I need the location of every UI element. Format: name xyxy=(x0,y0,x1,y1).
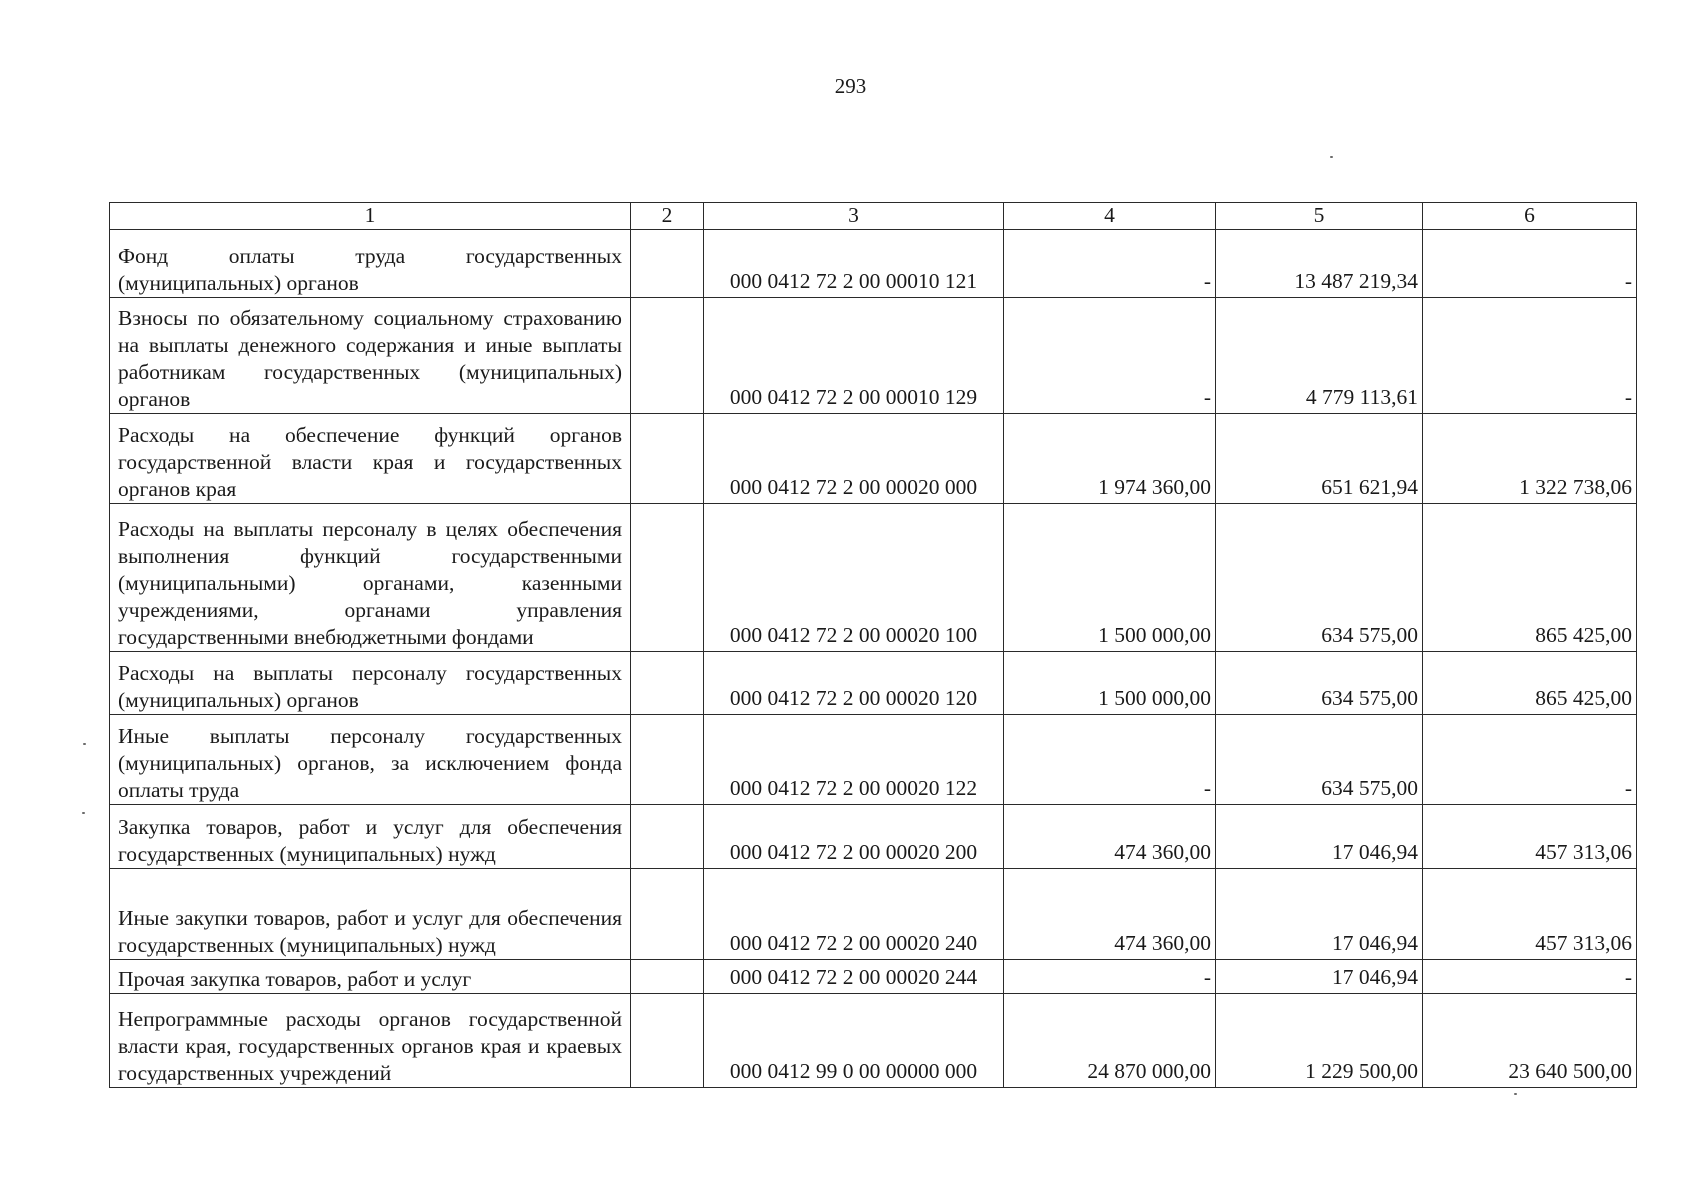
amount-col5: 4 779 113,61 xyxy=(1216,298,1423,414)
amount-col6: 865 425,00 xyxy=(1423,652,1637,715)
empty-cell xyxy=(631,414,704,504)
amount-col5: 17 046,94 xyxy=(1216,960,1423,994)
amount-col6: 457 313,06 xyxy=(1423,869,1637,960)
empty-cell xyxy=(631,960,704,994)
amount-col4: - xyxy=(1004,960,1216,994)
scan-speck xyxy=(82,812,85,814)
amount-col6: - xyxy=(1423,230,1637,298)
amount-col5: 17 046,94 xyxy=(1216,869,1423,960)
amount-col4: 474 360,00 xyxy=(1004,805,1216,869)
amount-col5: 1 229 500,00 xyxy=(1216,994,1423,1088)
budget-code: 000 0412 72 2 00 00020 120 xyxy=(704,652,1004,715)
table-row xyxy=(110,298,1637,414)
amount-col6: 865 425,00 xyxy=(1423,504,1637,652)
table-row xyxy=(110,414,1637,504)
amount-col4: 24 870 000,00 xyxy=(1004,994,1216,1088)
table-header-row xyxy=(110,203,1637,230)
amount-col6: - xyxy=(1423,715,1637,805)
column-header: 3 xyxy=(704,203,1004,230)
row-description: Закупка товаров, работ и услуг для обеспечения государственных (муниципальных) нужд xyxy=(110,805,631,869)
amount-col4: - xyxy=(1004,298,1216,414)
budget-code: 000 0412 72 2 00 00020 244 xyxy=(704,960,1004,994)
row-description: Прочая закупка товаров, работ и услуг xyxy=(110,960,631,994)
empty-cell xyxy=(631,298,704,414)
row-description: Расходы на обеспечение функций органов государственной власти края и государственных органов края xyxy=(110,414,631,504)
empty-cell xyxy=(631,652,704,715)
amount-col5: 634 575,00 xyxy=(1216,715,1423,805)
budget-code: 000 0412 72 2 00 00020 200 xyxy=(704,805,1004,869)
empty-cell xyxy=(631,230,704,298)
amount-col5: 634 575,00 xyxy=(1216,652,1423,715)
table-row xyxy=(110,805,1637,869)
scan-speck xyxy=(83,743,86,745)
budget-code: 000 0412 72 2 00 00010 121 xyxy=(704,230,1004,298)
row-description: Расходы на выплаты персоналу государственных (муниципальных) органов xyxy=(110,652,631,715)
amount-col5: 634 575,00 xyxy=(1216,504,1423,652)
amount-col4: 1 974 360,00 xyxy=(1004,414,1216,504)
budget-code: 000 0412 72 2 00 00010 129 xyxy=(704,298,1004,414)
table-row xyxy=(110,715,1637,805)
row-description: Расходы на выплаты персоналу в целях обеспечения выполнения функций государственными (муниципальными) органами, казенными учреждениями, органами управления государственными внебюджетными фондами xyxy=(110,504,631,652)
row-description: Непрограммные расходы органов государственной власти края, государственных органов края и краевых государственных учреждений xyxy=(110,994,631,1088)
budget-code: 000 0412 72 2 00 00020 122 xyxy=(704,715,1004,805)
amount-col6: 23 640 500,00 xyxy=(1423,994,1637,1088)
row-description: Фонд оплаты труда государственных (муниципальных) органов xyxy=(110,230,631,298)
amount-col5: 651 621,94 xyxy=(1216,414,1423,504)
amount-col4: 1 500 000,00 xyxy=(1004,504,1216,652)
table-row xyxy=(110,504,1637,652)
amount-col4: - xyxy=(1004,230,1216,298)
table-row xyxy=(110,230,1637,298)
amount-col5: 17 046,94 xyxy=(1216,805,1423,869)
budget-code: 000 0412 72 2 00 00020 100 xyxy=(704,504,1004,652)
amount-col6: 457 313,06 xyxy=(1423,805,1637,869)
empty-cell xyxy=(631,504,704,652)
empty-cell xyxy=(631,869,704,960)
column-header: 6 xyxy=(1423,203,1637,230)
column-header: 4 xyxy=(1004,203,1216,230)
amount-col6: - xyxy=(1423,298,1637,414)
row-description: Иные выплаты персоналу государственных (муниципальных) органов, за исключением фонда оплаты труда xyxy=(110,715,631,805)
empty-cell xyxy=(631,994,704,1088)
amount-col4: 474 360,00 xyxy=(1004,869,1216,960)
amount-col6: 1 322 738,06 xyxy=(1423,414,1637,504)
scan-speck xyxy=(1514,1093,1517,1095)
scan-speck xyxy=(1330,156,1333,158)
budget-code: 000 0412 72 2 00 00020 000 xyxy=(704,414,1004,504)
row-description: Иные закупки товаров, работ и услуг для обеспечения государственных (муниципальных) нужд xyxy=(110,869,631,960)
column-header: 2 xyxy=(631,203,704,230)
empty-cell xyxy=(631,805,704,869)
table-row xyxy=(110,994,1637,1088)
amount-col5: 13 487 219,34 xyxy=(1216,230,1423,298)
table-row xyxy=(110,652,1637,715)
column-header: 1 xyxy=(110,203,631,230)
budget-table xyxy=(109,202,1637,1088)
amount-col4: 1 500 000,00 xyxy=(1004,652,1216,715)
page-number: 293 xyxy=(834,74,867,98)
row-description: Взносы по обязательному социальному страхованию на выплаты денежного содержания и иные выплаты работникам государственных (муниципальных) органов xyxy=(110,298,631,414)
empty-cell xyxy=(631,715,704,805)
amount-col4: - xyxy=(1004,715,1216,805)
table-row xyxy=(110,869,1637,960)
column-header: 5 xyxy=(1216,203,1423,230)
budget-code: 000 0412 99 0 00 00000 000 xyxy=(704,994,1004,1088)
table-row xyxy=(110,960,1637,994)
budget-code: 000 0412 72 2 00 00020 240 xyxy=(704,869,1004,960)
amount-col6: - xyxy=(1423,960,1637,994)
